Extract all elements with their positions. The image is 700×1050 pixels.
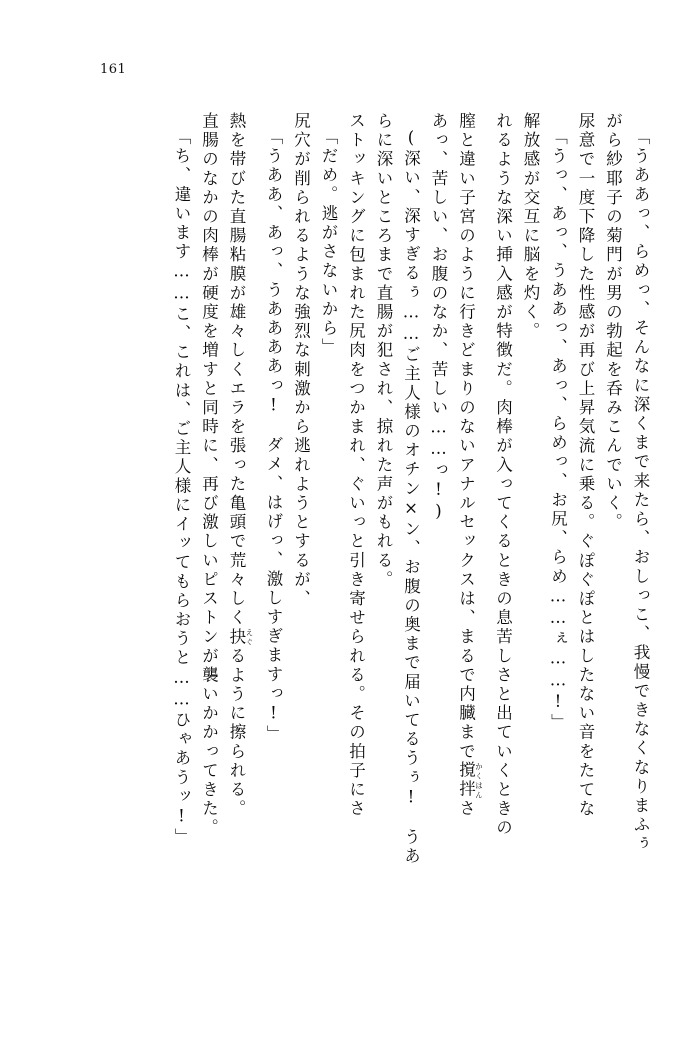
text-column: らに深いところまで直腸が犯され、掠れた声がもれる。 [374, 112, 393, 590]
text-column: れるような深い挿入感が特徴だ。肉棒が入ってくるときの息苦しさと出ていくときの [493, 112, 513, 838]
text-column: 熱を帯びた直腸粘膜が雄々しくエラを張った亀頭で荒々しく抉 えぐるように擦られる。 [227, 112, 254, 819]
text-column: 「だめ。逃がさないから」 [319, 128, 338, 358]
text-column: 尿意で一度下降した性感が再び上昇気流に乗る。ぐぽぐぽとはしたない音をたてな [576, 112, 595, 819]
text-column: 直腸のなかの肉棒が硬度を増すと同時に、再び激しいピストンが襲いかかってきた。 [199, 112, 219, 838]
text-column: ストッキングに包まれた尻肉をつかまれ、ぐいっと引き寄せられる。その拍子にさ [346, 112, 366, 819]
text-column: 「うっ、あっ、うああっ、あっ、らめっ、お尻、らめ……ぇ……!」 [548, 128, 568, 733]
text-column: あっ、苦しい、お腹のなか、苦しい……っ!) [429, 112, 448, 524]
text-column: 「うああ、あっ、うああああっ! ダメ、はげっ、激しすぎますっ!」 [264, 128, 283, 745]
vertical-text-body [162, 112, 649, 992]
page-number: 161 [100, 62, 127, 77]
text-column: 「うああっ、らめっ、そんなに深くまで来たら、おしっこ、我慢できなくなりまふぅ [631, 128, 650, 854]
text-column: 尻穴が削られるような強烈な刺激から逃れようとするが、 [291, 112, 311, 609]
text-column: 「ち、違います……こ、これは、ご主人様にイッてもらおうと……ひゃあうッ!」 [172, 128, 191, 848]
text-column: がら紗耶子の菊門が男の勃起を呑みこんでいく。 [603, 112, 623, 533]
text-column: (深い、深すぎるぅ……ご主人様のオチン×ン、お腹の奥まで届いてるうぅ! うあ [401, 128, 421, 867]
text-column: 膣と違い子宮のように行きどまりのないアナルセックスは、まるで内臓まで撹拌 かくはんさ [456, 112, 484, 819]
text-column: 解放感が交互に脳を灼く。 [521, 112, 540, 342]
